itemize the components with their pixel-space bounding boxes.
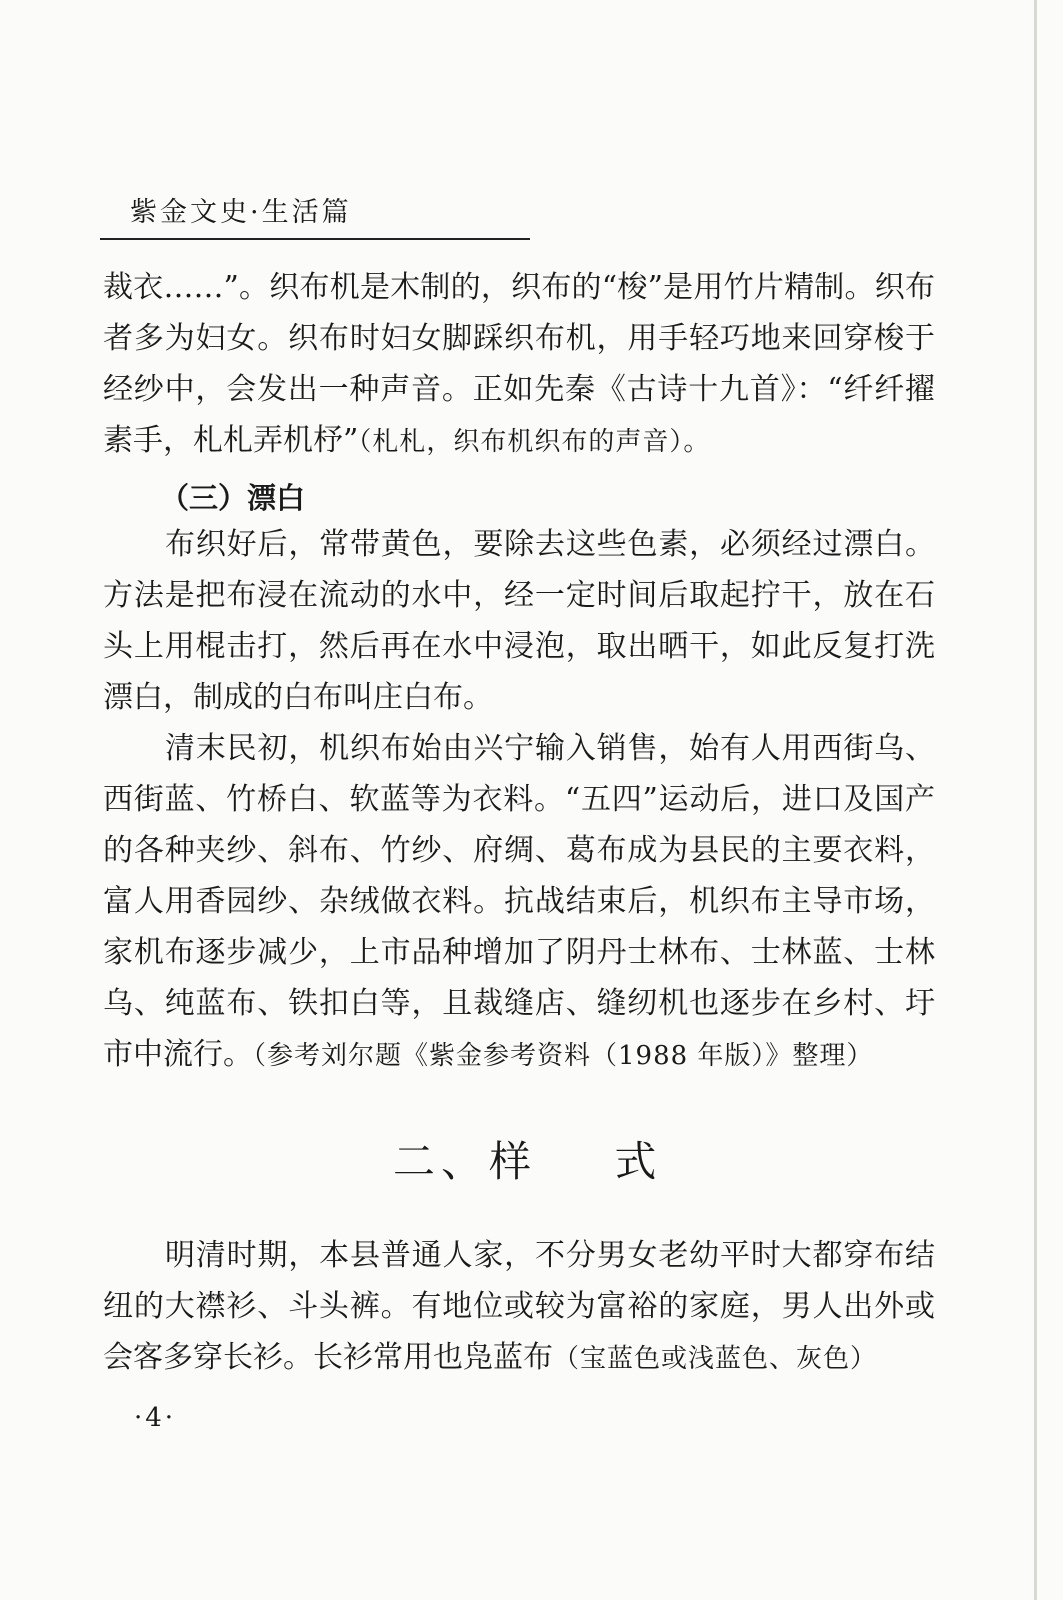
paragraph-block-3: [103, 1230, 935, 1385]
paragraph-note: （札札，织布机织布的声音）。: [358, 427, 711, 457]
paragraph-block-2: [103, 519, 935, 1082]
page-number: ·4·: [134, 1403, 177, 1433]
section-title: 二、样 式: [393, 1137, 663, 1186]
paragraph: [103, 519, 935, 723]
page-edge-shadow: [1034, 0, 1037, 1600]
paragraph: [103, 723, 935, 1082]
header-rule: [100, 238, 530, 240]
paragraph-text: 裁衣……”。织布机是木制的，织布的“梭”是用竹片精制。织布者多为妇女。织布时妇女脚踩织布机，用手轻巧地来回穿梭于经纱中，会发出一种声音。正如先秦《古诗十九首》：“纤纤擢素手，札札弄机杼”: [103, 270, 935, 458]
paragraph-text: 清末民初，机织布始由兴宁输入销售，始有人用西街乌、西街蓝、竹桥白、软蓝等为衣料。“五四”运动后，进口及国产的各种夹纱、斜布、竹纱、府绸、葛布成为县民的主要衣料，富人用香园纱、杂绒做衣料。抗战结束后，机织布主导市场，家机布逐步减少，上市品种增加了阴丹士林布、士林蓝、士林乌、纯蓝布、铁扣白等，且裁缝店、缝纫机也逐步在乡村、圩市中流行。: [103, 731, 935, 1072]
paragraph-block-1: [103, 262, 935, 468]
paragraph: [103, 1230, 935, 1385]
paragraph: [103, 262, 935, 468]
paragraph-text: 布织好后，常带黄色，要除去这些色素，必须经过漂白。方法是把布浸在流动的水中，经一定时间后取起拧干，放在石头上用棍击打，然后再在水中浸泡，取出晒干，如此反复打洗漂白，制成的白布叫庄白布。: [103, 527, 935, 715]
running-head: 紫金文史·生活篇: [130, 197, 352, 228]
paragraph-note: （宝蓝色或浅蓝色、灰色）: [553, 1344, 878, 1374]
paragraph-note: （参考刘尔题《紫金参考资料（1988 年版）》整理）: [253, 1041, 874, 1071]
paragraph-text: 明清时期，本县普通人家，不分男女老幼平时大都穿布结纽的大襟衫、斗头裤。有地位或较为富裕的家庭，男人出外或会客多穿长衫。长衫常用也凫蓝布: [103, 1238, 935, 1375]
subsection-heading: （三）漂白: [160, 481, 306, 515]
